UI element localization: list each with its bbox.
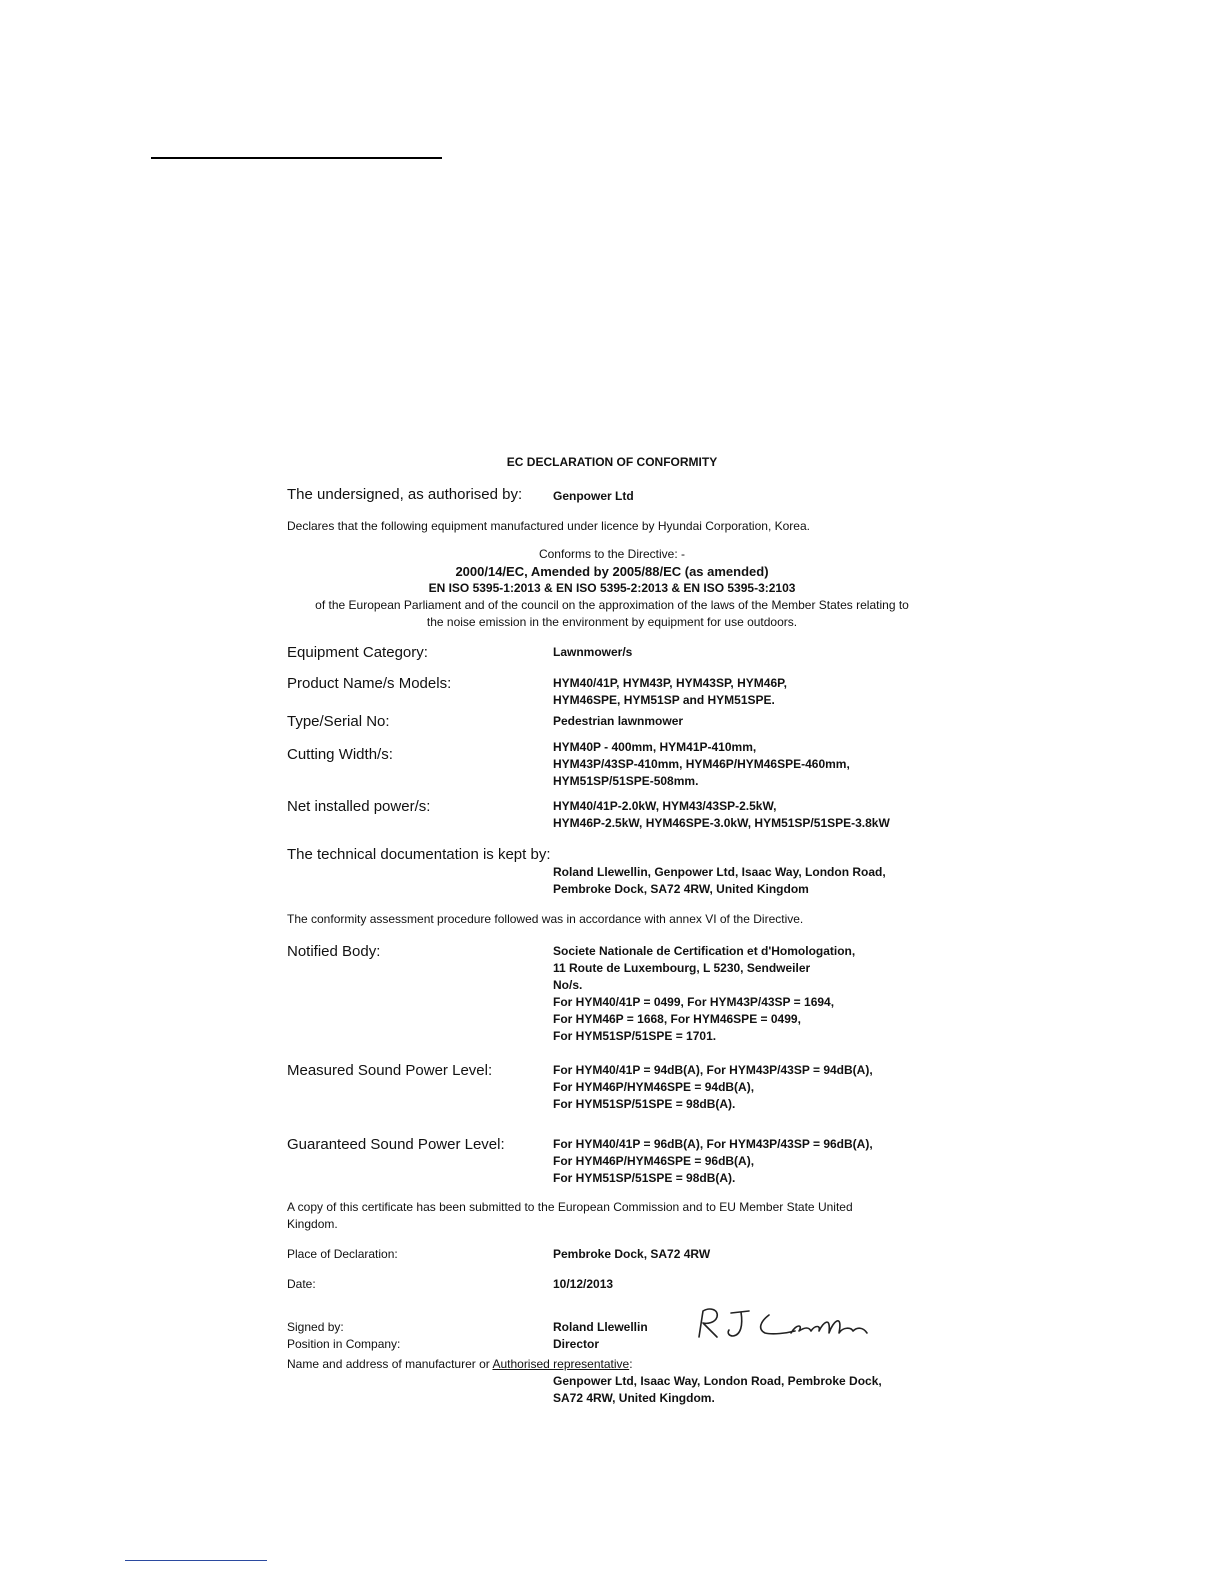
measured-label: Measured Sound Power Level:	[287, 1062, 493, 1079]
directive-block	[287, 546, 937, 631]
category-value: Lawnmower/s	[553, 645, 633, 659]
tech-doc-value: Roland Llewellin, Genpower Ltd, Isaac Way, London Road, Pembroke Dock, SA72 4RW, United Kingdom	[553, 865, 886, 896]
authorised-label: The undersigned, as authorised by:	[287, 486, 523, 503]
power-value: HYM40/41P-2.0kW, HYM43/43SP-2.5kW, HYM46P-2.5kW, HYM46SPE-3.0kW, HYM51SP/51SPE-3.8kW	[553, 799, 890, 830]
measured-value: For HYM40/41P = 94dB(A), For HYM43P/43SP = 94dB(A), For HYM46P/HYM46SPE = 94dB(A), For HYM51SP/51SPE = 98dB(A).	[553, 1063, 873, 1111]
position-value: Director	[553, 1337, 600, 1351]
tech-doc-label: The technical documentation is kept by:	[287, 846, 551, 863]
type-value: Pedestrian lawnmower	[553, 714, 684, 728]
tech-doc-block	[287, 846, 937, 898]
manufacturer-label-pre: Name and address of manufacturer or	[287, 1357, 493, 1371]
bottom-rule	[125, 1560, 267, 1561]
document-title: EC DECLARATION OF CONFORMITY	[506, 455, 718, 469]
measured-row	[287, 1062, 937, 1113]
notified-row	[287, 943, 937, 1045]
directive-line-3: of the European Parliament and of the council on the approximation of the laws of the Member States relating to	[315, 598, 909, 612]
models-label: Product Name/s Models:	[287, 675, 452, 692]
authorised-representative-text: Authorised representative	[492, 1357, 630, 1371]
date-value: 10/12/2013	[553, 1277, 614, 1291]
authorised-row	[287, 486, 937, 506]
assessment-text: The conformity assessment procedure followed was in accordance with annex VI of the Directive.	[287, 912, 804, 926]
signed-label: Signed by:	[287, 1320, 344, 1334]
models-value: HYM40/41P, HYM43P, HYM43SP, HYM46P, HYM46SPE, HYM51SP and HYM51SPE.	[553, 676, 787, 707]
copy-note: A copy of this certificate has been submitted to the European Commission and to EU Member State United Kingdom.	[287, 1200, 853, 1231]
declares-text: Declares that the following equipment manufactured under licence by Hyundai Corporation, Korea.	[287, 519, 810, 533]
directive-line-2: EN ISO 5395-1:2013 & EN ISO 5395-2:2013 & EN ISO 5395-3:2103	[428, 581, 796, 595]
power-row	[287, 798, 937, 832]
type-label: Type/Serial No:	[287, 713, 390, 730]
category-label: Equipment Category:	[287, 644, 428, 661]
guaranteed-row	[287, 1136, 937, 1187]
place-row	[287, 1246, 937, 1263]
type-row	[287, 713, 937, 731]
place-label: Place of Declaration:	[287, 1247, 398, 1261]
guaranteed-value: For HYM40/41P = 96dB(A), For HYM43P/43SP = 96dB(A), For HYM46P/HYM46SPE = 96dB(A), For HYM51SP/51SPE = 98dB(A).	[553, 1137, 873, 1185]
signature-block	[287, 1319, 937, 1353]
directive-line-4: the noise emission in the environment by equipment for use outdoors.	[426, 615, 798, 629]
width-row	[287, 739, 937, 790]
signature-image	[687, 1305, 887, 1345]
notified-label: Notified Body:	[287, 943, 381, 960]
category-row	[287, 644, 937, 662]
power-label: Net installed power/s:	[287, 798, 431, 815]
manufacturer-label-post: :	[629, 1357, 633, 1371]
place-value: Pembroke Dock, SA72 4RW	[553, 1247, 711, 1261]
guaranteed-label: Guaranteed Sound Power Level:	[287, 1136, 505, 1153]
directive-line-1: 2000/14/EC, Amended by 2005/88/EC (as amended)	[455, 564, 769, 579]
directive-intro: Conforms to the Directive: -	[538, 547, 686, 561]
models-row	[287, 675, 937, 709]
declaration-document	[287, 455, 937, 1407]
date-label: Date:	[287, 1277, 316, 1291]
manufacturer-label	[287, 1356, 937, 1373]
signed-value: Roland Llewellin	[553, 1320, 648, 1334]
position-label: Position in Company:	[287, 1337, 401, 1351]
width-value: HYM40P - 400mm, HYM41P-410mm, HYM43P/43SP-410mm, HYM46P/HYM46SPE-460mm, HYM51SP/51SPE-508mm.	[553, 740, 850, 788]
manufacturer-value: Genpower Ltd, Isaac Way, London Road, Pembroke Dock, SA72 4RW, United Kingdom.	[553, 1374, 882, 1405]
width-label: Cutting Width/s:	[287, 746, 393, 763]
notified-value: Societe Nationale de Certification et d'Homologation, 11 Route de Luxembourg, L 5230, Sendweiler No/s. For HYM40/41P = 0499, For HYM43P/43SP = 1694, For HYM46P = 1668, For HYM46SPE = 0499, For HYM51SP/51SPE = 1701.	[553, 944, 856, 1043]
manufacturer-row	[287, 1373, 937, 1407]
top-rule	[151, 157, 442, 159]
authorised-value: Genpower Ltd	[553, 489, 634, 503]
date-row	[287, 1276, 937, 1293]
